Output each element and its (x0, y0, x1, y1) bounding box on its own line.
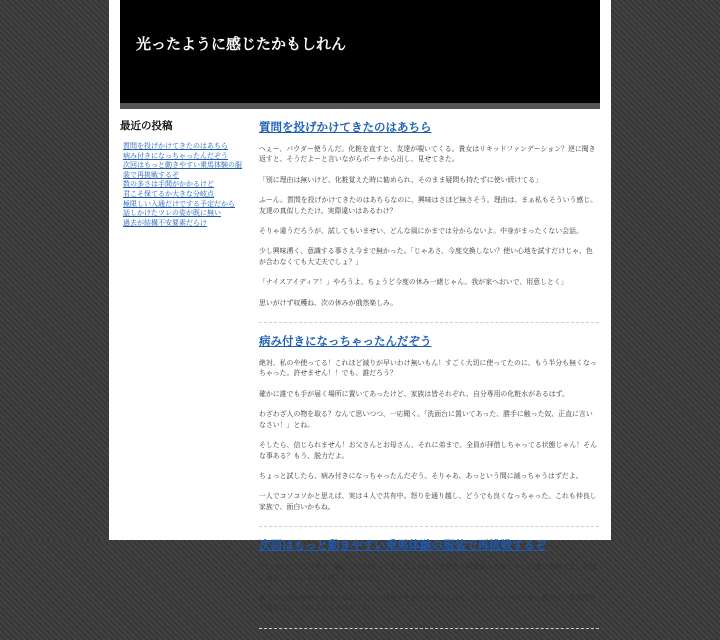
post-paragraph: 「ナイスアイディア！」やろうよ、ちょうど今度の休み一緒じゃん。我が家へおいで、用意しとく」 (259, 278, 568, 287)
list-item (123, 161, 244, 180)
list-item (123, 200, 244, 210)
post-article (259, 120, 599, 323)
post-paragraph: わざわざ人の物を取る？なんて思いつつ、一応聞く。「洗面台に置いてあった、勝手に触った奴、正直に言いなさい！」とね。 (259, 410, 593, 429)
recent-post-link[interactable]: 過去が結構不安要素だらけ (123, 218, 207, 227)
post-title (259, 538, 599, 552)
post-paragraph: そりゃ違うだろうが、試してもいませい、どんな風にかまでは分からないよ。中身がまったくない会話。 (259, 227, 583, 236)
page-container (109, 0, 611, 613)
post-paragraph: ちょっと試したら、病み付きになっちゃったんだぞう。そりゃあ、あっという間に減っちゃうはずだよ。 (259, 471, 583, 480)
post-title-link[interactable]: 病み付きになっちゃったんだぞう (259, 334, 432, 349)
recent-post-link[interactable]: 質問を投げかけてきたのはあちら (123, 142, 228, 150)
site-header (120, 0, 600, 103)
post-title (259, 120, 599, 134)
post-paragraph: へぇー、パウダー使うんだ。化粧を直すと、友達が覗いてくる。貴女はリキッドファンデーション？逆に聞き返すと、そうだよーと言いながらポーチから出し、見せてきた。 (259, 145, 596, 164)
list-item (123, 180, 244, 190)
site-title[interactable]: 光ったように感じたかもしれん (136, 35, 347, 53)
post-title (259, 334, 599, 348)
list-item (123, 142, 244, 152)
post-paragraph: 確かに誰でも手が届く場所に置いてあったけど、家族は皆それぞれ、自分専用の化粧水があるはず。 (259, 389, 569, 398)
recent-posts-list (120, 142, 244, 228)
post-paragraph: 思いがけず収穫ね、次の休みが俄然楽しみ。 (259, 298, 398, 307)
recent-post-link[interactable]: 話しかけたツレの姿が既に無い (123, 209, 221, 218)
post-title-link[interactable]: 質問を投げかけてきたのはあちら (259, 120, 432, 134)
recent-post-link[interactable]: 病み付きになっちゃったんだぞう (123, 151, 228, 160)
recent-post-link[interactable]: 君こそ保てるか大きな分岐点 (123, 189, 214, 198)
post-title-link[interactable]: 次回はもっと動きやすい乗馬体験の服装で再挑戦するぞ (259, 538, 547, 553)
post-paragraph: 一人でコソコソかと思えば、実は４人で共有中。怒りを通り越し、どうでも良くなっちゃった。これも仲良し家族で、面白いかもね。 (259, 492, 597, 511)
post-paragraph: そしたら、信じられません！お父さんとお母さん、それに弟まで。全員が拝借しちゃってる状態じゃん！そんな事ある？もう、脱力だよ。 (259, 441, 597, 460)
header-divider (120, 103, 600, 109)
recent-post-link[interactable]: 極限しい入通だけでする予定だから (123, 199, 235, 208)
post-paragraph: 青い空に広がる牧場で、触れ合いが待ってました。初めてで緊張と興奮が入り混じり、心臓は高鳴るよ。牧場に着き、美しい姿に圧倒されちゃった。 (259, 563, 597, 582)
list-item (123, 152, 244, 162)
list-item (123, 209, 244, 219)
recent-post-link[interactable]: 数の多さは手間がかかるけど (123, 180, 214, 189)
sidebar-heading: 最近の投稿 (120, 120, 173, 132)
post-paragraph: 「別に理由は無いけど、化粧覚えた時に勧められ、そのまま疑問も持たずに使い続けてる」 (259, 175, 542, 184)
post-article (259, 538, 599, 629)
sidebar (120, 118, 244, 228)
list-item (123, 190, 244, 200)
main-content (259, 118, 599, 640)
post-paragraph: 少し興味湧く、意識する事さえ今まで無かった。「じゃあさ、今度交換しない？使い心地を試すだけじゃ、色が合わなくても大丈夫でしょ？」 (259, 247, 593, 266)
post-article (259, 334, 599, 527)
recent-post-link[interactable]: 次回はもっと動きやすい乗馬体験の服装で再挑戦するぞ (123, 161, 242, 179)
post-paragraph: 彼らの力強い筋肉と穏やかな目は、何か特別さを感じさせてくれる。インストラクターから最初に、乗馬体験の服装はどうれば良かもる鳥以と聞く。 (259, 593, 597, 613)
post-paragraph: 絶対、私のや使ってる！これほど減りが早いわけ無いもん！すごく大切に使ってたのに、もう半分も無くなっちゃった。許せません！！でも、誰だろう？ (259, 359, 597, 378)
list-item (123, 219, 244, 229)
post-paragraph: ふーん。質問を投げかけてきたのはあちらなのに、興味はさほど無さそう。理由は、まぁ私もそういう感じ。友達の真似したたけ。実際違いはあるわけ？ (259, 196, 598, 215)
